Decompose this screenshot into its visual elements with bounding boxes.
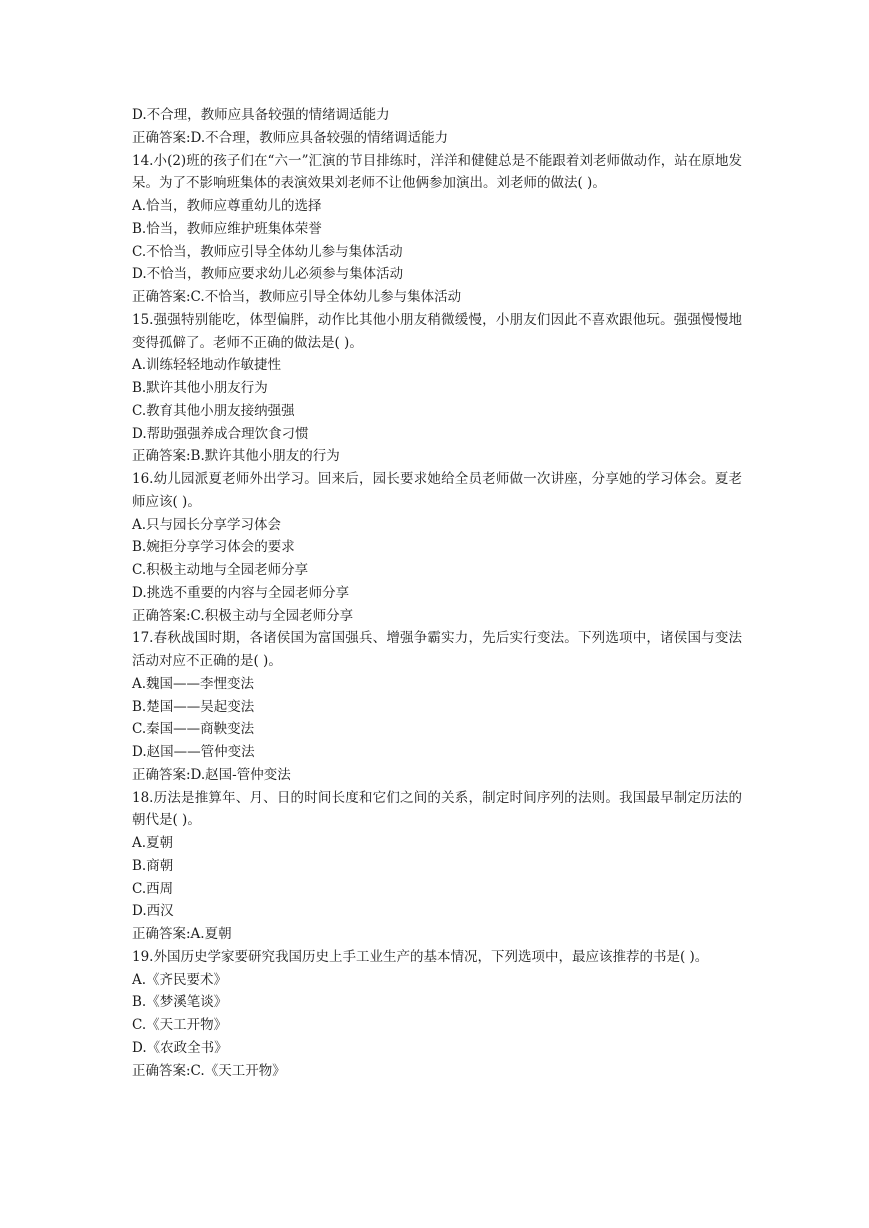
answer: 正确答案:C.《天工开物》 [132, 1062, 286, 1079]
question-text: 18.历法是推算年、月、日的时间长度和它们之间的关系，制定时间序列的法则。我国最早制定历法的朝代是( )。 [132, 789, 742, 829]
option-d: D.帮助强强养成合理饮食刁惯 [132, 425, 309, 442]
option-a: A.夏朝 [132, 835, 174, 851]
option-d: D.挑选不重要的内容与全园老师分享 [132, 584, 350, 601]
option-d: D.《农政全书》 [132, 1039, 228, 1056]
answer: 正确答案:C.积极主动与全园老师分享 [132, 607, 354, 624]
question-text: 14.小(2)班的孩子们在“六一”汇演的节目排练时，洋洋和健健总是不能跟着刘老师做动作，站在原地发呆。为了不影响班集体的表演效果刘老师不让他俩参加演出。刘老师的做法( )。 [132, 152, 742, 192]
option-b: B.商朝 [132, 857, 174, 874]
option-b: B.默许其他小朋友行为 [132, 380, 268, 396]
option-c: C.不恰当，教师应引导全体幼儿参与集体活动 [132, 243, 403, 260]
option-d: D.西汉 [132, 903, 174, 920]
document-page [132, 104, 742, 1082]
question-text: 15.强强特别能吃，体型偏胖，动作比其他小朋友稍微缓慢，小朋友们因此不喜欢跟他玩。强强慢慢地变得孤僻了。老师不正确的做法是( )。 [132, 311, 742, 351]
question-15 [132, 309, 742, 468]
question-17 [132, 627, 742, 786]
question-14 [132, 150, 742, 309]
option-a: A.只与园长分享学习体会 [132, 516, 282, 533]
answer: 正确答案:C.不恰当，教师应引导全体幼儿参与集体活动 [132, 289, 462, 305]
option-b: B.婉拒分享学习体会的要求 [132, 539, 295, 556]
question-18 [132, 787, 742, 946]
option-c: C.《天工开物》 [132, 1017, 228, 1033]
option-d: D.不恰当，教师应要求幼儿必须参与集体活动 [132, 266, 404, 283]
question-19 [132, 946, 742, 1083]
option-c: C.秦国——商鞅变法 [132, 721, 255, 738]
option-c: C.西周 [132, 880, 174, 897]
option-c: C.积极主动地与全园老师分享 [132, 562, 309, 578]
prev-answer: 正确答案:D.不合理，教师应具备较强的情绪调适能力 [132, 129, 449, 146]
question-text: 16.幼儿园派夏老师外出学习。回来后，园长要求她给全员老师做一次讲座，分享她的学习体会。夏老师应该( )。 [132, 471, 742, 510]
option-b: B.恰当，教师应维护班集体荣誉 [132, 220, 322, 237]
prev-option-d: D.不合理，教师应具备较强的情绪调适能力 [132, 107, 390, 123]
option-a: A.魏国——李悝变法 [132, 675, 255, 692]
option-b: B.《梦溪笔谈》 [132, 994, 228, 1011]
option-b: B.楚国——吴起变法 [132, 698, 255, 715]
question-text: 17.春秋战国时期，各诸侯国为富国强兵、增强争霸实力，先后实行变法。下列选项中，诸侯国与变法活动对应不正确的是( )。 [132, 630, 742, 669]
answer: 正确答案:A.夏朝 [132, 926, 232, 942]
option-a: A.《齐民要术》 [132, 971, 228, 988]
answer: 正确答案:B.默许其他小朋友的行为 [132, 448, 340, 465]
option-c: C.教育其他小朋友接纳强强 [132, 402, 295, 419]
option-d: D.赵国——管仲变法 [132, 744, 255, 760]
question-16 [132, 468, 742, 627]
option-a: A.恰当，教师应尊重幼儿的选择 [132, 198, 322, 214]
option-a: A.训练轻轻地动作敏捷性 [132, 357, 282, 374]
question-text: 19.外国历史学家要研究我国历史上手工业生产的基本情况，下列选项中，最应该推荐的书是( )。 [132, 948, 709, 965]
answer: 正确答案:D.赵国-管仲变法 [132, 766, 291, 783]
